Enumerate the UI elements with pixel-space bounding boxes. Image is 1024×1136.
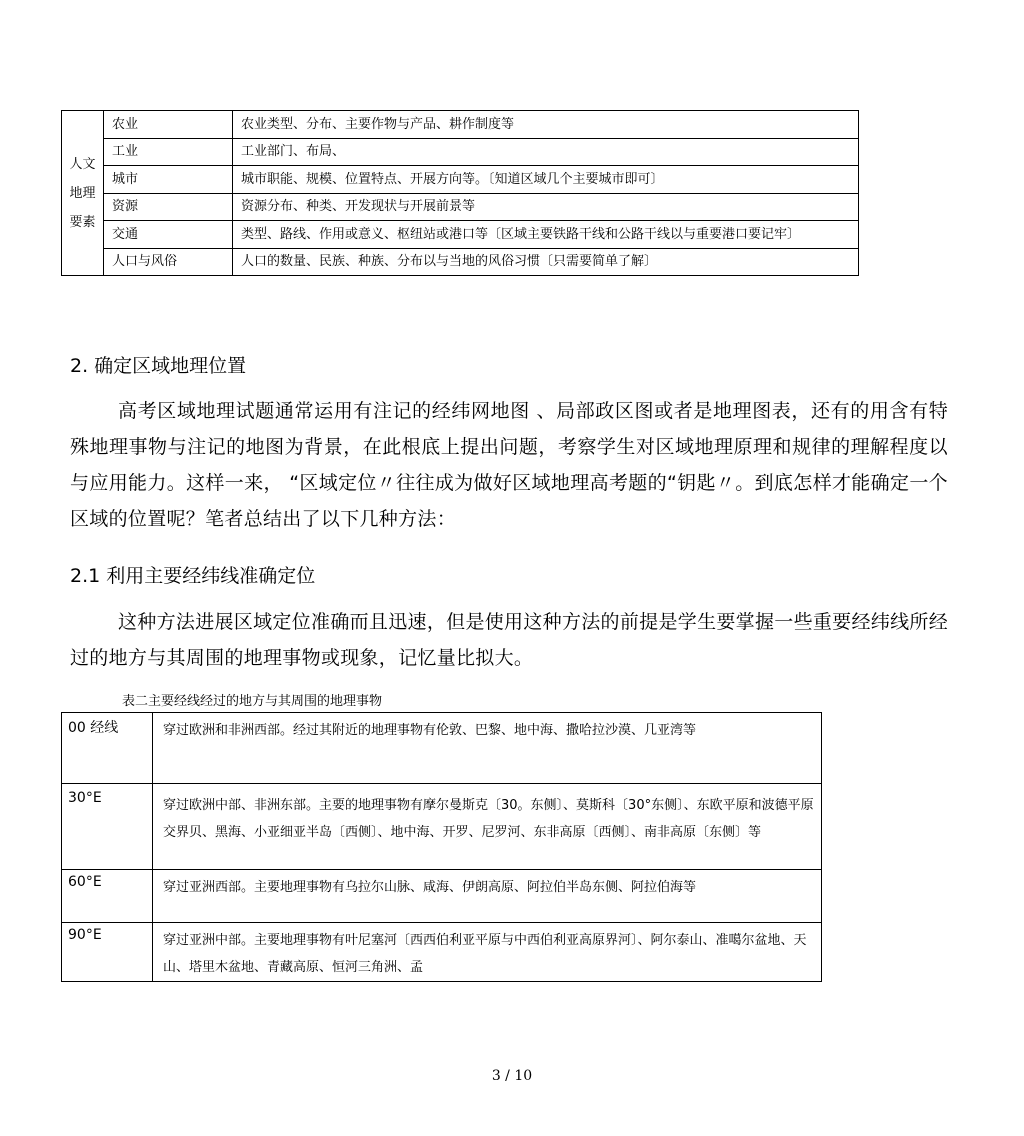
page-number: 3 / 10 <box>491 1068 533 1084</box>
element-name-cell: 农业 <box>104 111 233 139</box>
element-desc-cell: 人口的数量、民族、种族、分布以与当地的风俗习惯〔只需要简单了解〕 <box>233 249 859 276</box>
group-label-line: 要素 <box>69 214 96 230</box>
element-name-cell: 工业 <box>104 139 233 166</box>
element-desc-cell: 类型、路线、作用或意义、枢纽站或港口等〔区域主要铁路干线和公路干线以与重要港口要记牢〕 <box>233 221 859 249</box>
meridian-label-cell: 90°E <box>62 923 153 982</box>
meridian-label-cell: 30°E <box>62 784 153 870</box>
meridian-desc-cell: 穿过亚洲西部。主要地理事物有乌拉尔山脉、咸海、伊朗高原、阿拉伯半岛东侧、阿拉伯海等 <box>153 870 822 923</box>
table-row <box>62 870 822 923</box>
element-desc-cell: 农业类型、分布、主要作物与产品、耕作制度等 <box>233 111 859 139</box>
human-geography-elements-table <box>61 110 859 276</box>
meridian-desc-cell: 穿过亚洲中部。主要地理事物有叶尼塞河〔西西伯利亚平原与中西伯利亚高原界河〕、阿尔泰山、准噶尔盆地、天山、塔里木盆地、青藏高原、恒河三角洲、孟 <box>153 923 822 982</box>
group-label-line: 人文 <box>69 156 96 172</box>
element-name-cell: 资源 <box>104 194 233 221</box>
meridian-label-cell: 60°E <box>62 870 153 923</box>
element-desc-cell: 工业部门、布局、 <box>233 139 859 166</box>
table-row <box>62 194 859 221</box>
table-row <box>62 713 822 784</box>
table-row <box>62 923 822 982</box>
meridian-label-cell: 00 经线 <box>62 713 153 784</box>
element-desc-cell: 城市职能、规模、位置特点、开展方向等。〔知道区域几个主要城市即可〕 <box>233 166 859 194</box>
group-label-line: 地理 <box>69 185 96 201</box>
table-row <box>62 111 859 139</box>
meridian-desc-cell: 穿过欧洲中部、非洲东部。主要的地理事物有摩尔曼斯克〔30。东侧〕、莫斯科〔30°东侧〕、东欧平原和波德平原交界贝、黑海、小亚细亚半岛〔西侧〕、地中海、开罗、尼罗河、东非高原〔西侧〕、南非高原〔东侧〕等 <box>153 784 822 870</box>
table-row <box>62 139 859 166</box>
body-paragraph: 高考区域地理试题通常运用有注记的经纬网地图 、局部政区图或者是地理图表，还有的用含有特殊地理事物与注记的地图为背景，在此根底上提出问题，考察学生对区域地理原理和规律的理解程度以与应用能力。这样一来， “区域定位〃往往成为做好区域地理高考题的“钥匙〃。到底怎样才能确定一个区域的位置呢？笔者总结出了以下几种方法： <box>70 400 948 530</box>
meridian-desc-cell: 穿过欧洲和非洲西部。经过其附近的地理事物有伦敦、巴黎、地中海、撒哈拉沙漠、几亚湾等 <box>153 713 822 784</box>
element-desc-cell: 资源分布、种类、开发现状与开展前景等 <box>233 194 859 221</box>
meridians-table <box>61 712 822 982</box>
element-name-cell: 交通 <box>104 221 233 249</box>
subsection-heading: 2.1 利用主要经纬线准确定位 <box>70 565 316 587</box>
table-row <box>62 249 859 276</box>
table-caption: 表二主要经线经过的地方与其周围的地理事物 <box>122 694 383 709</box>
table-row <box>62 166 859 194</box>
section-heading: 2. 确定区域地理位置 <box>70 355 247 377</box>
element-name-cell: 人口与风俗 <box>104 249 233 276</box>
group-label-cell <box>62 111 104 276</box>
body-paragraph: 这种方法进展区域定位准确而且迅速，但是使用这种方法的前提是学生要掌握一些重要经纬线所经过的地方与其周围的地理事物或现象，记忆量比拟大。 <box>70 611 948 669</box>
element-name-cell: 城市 <box>104 166 233 194</box>
table-row <box>62 221 859 249</box>
table-row <box>62 784 822 870</box>
